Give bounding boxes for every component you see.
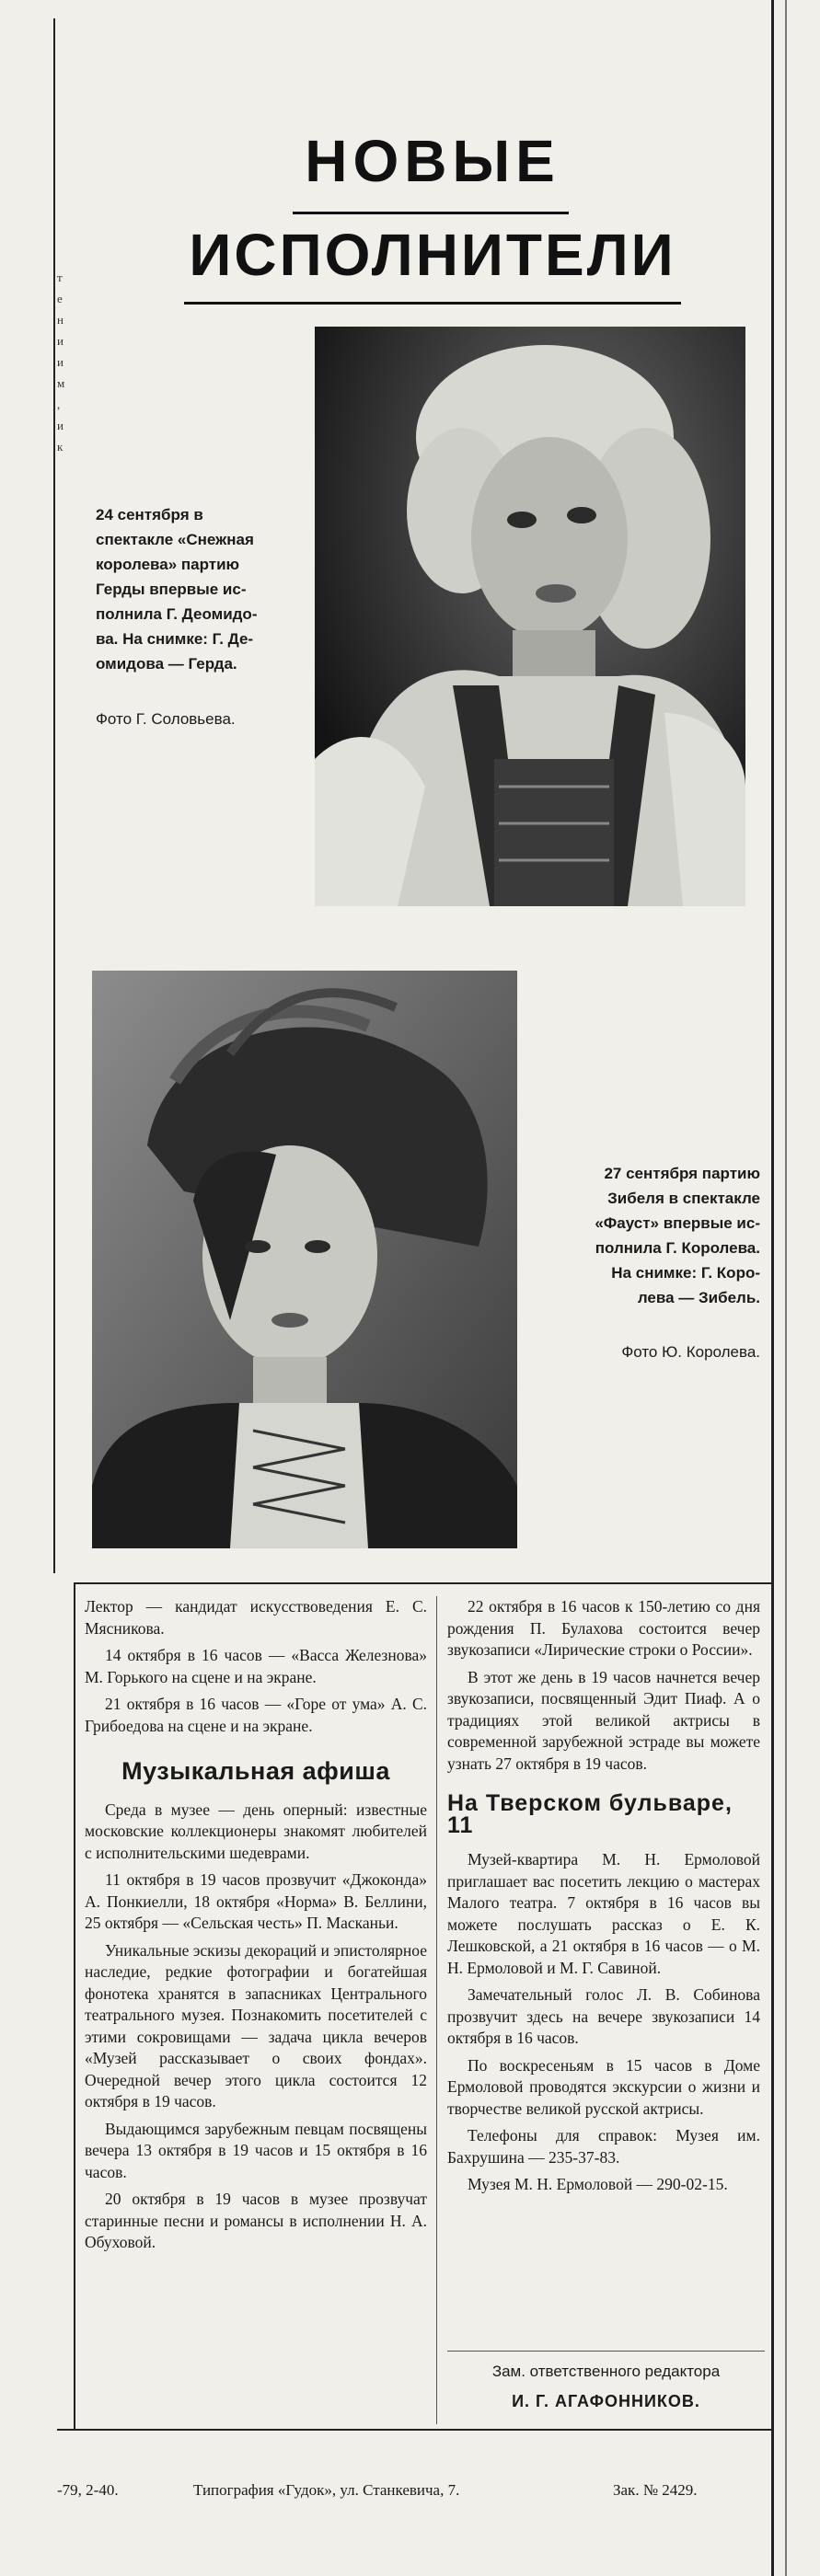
- lower-left-rule: [74, 1582, 75, 2429]
- right-edge-rule: [785, 0, 787, 2576]
- paragraph: Лектор — кандидат искусствоведения Е. С. Мясникова.: [85, 1597, 427, 1638]
- caption-line: 24 сентября в: [96, 506, 203, 523]
- left-border-rule: [53, 18, 55, 1573]
- paragraph: Среда в музее — день оперный: известные московские коллекционеры знакомят любителей с исполнительскими шедеврами.: [85, 1800, 427, 1862]
- photo-gerda-image: [315, 327, 745, 906]
- margin-char: к: [57, 440, 64, 454]
- paragraph: 20 октября в 19 часов в музее прозвучат старинные песни и романсы в исполнении Н. А. Обуховой.: [85, 2190, 427, 2251]
- margin-char: ,: [57, 397, 61, 411]
- paragraph: Телефоны для справок: Музея им. Бахрушина — 235-37-83.: [447, 2126, 760, 2167]
- paragraph: По воскресеньям в 15 часов в Доме Ермоловой проводятся экскурсии о жизни и творчестве великой русской актрисы.: [447, 2055, 760, 2118]
- caption-line: полнила Г. Королева.: [595, 1239, 760, 1257]
- photo-credit-zibel: Фото Ю. Королева.: [621, 1343, 760, 1361]
- paragraph: 14 октября в 16 часов — «Васса Железнова» М. Горького на сцене и на экране.: [85, 1646, 427, 1686]
- photo-zibel: [92, 971, 517, 1548]
- margin-char: и: [57, 355, 64, 369]
- paragraph: 22 октября в 16 часов к 150-летию со дня рождения П. Булахова состоится вечер звукозаписи «Лирические строки о России».: [447, 1597, 760, 1659]
- section-subhead-music: Музыкальная афиша: [121, 1757, 390, 1785]
- caption-line: полнила Г. Деомидо-: [96, 605, 258, 623]
- photo-zibel-image: [92, 971, 517, 1548]
- caption-line: ва. На снимке: Г. Де-: [96, 630, 254, 648]
- margin-char: и: [57, 419, 64, 432]
- editor-rule: [447, 2351, 765, 2352]
- caption-line: королева» партию: [96, 556, 240, 573]
- column-divider: [436, 1596, 437, 2424]
- footer-rule: [57, 2429, 771, 2431]
- column-right: [447, 1596, 760, 2202]
- photo-credit-gerda: Фото Г. Соловьева.: [96, 710, 236, 728]
- margin-char: м: [57, 376, 65, 390]
- editor-name: И. Г. АГАФОННИКОВ.: [512, 2392, 700, 2410]
- right-border-rule: [771, 0, 774, 2576]
- paragraph: 11 октября в 19 часов прозвучит «Джоконда» А. Понкиелли, 18 октября «Норма» В. Беллини, 25 октября — «Сельская честь» П. Масканьи.: [85, 1870, 427, 1932]
- caption-line: лева — Зибель.: [637, 1289, 760, 1306]
- editor-title: Зам. ответственного редактора: [491, 2363, 721, 2380]
- caption-line: На снимке: Г. Коро-: [611, 1264, 760, 1282]
- heading-underline: [293, 212, 569, 214]
- caption-line: 27 сентября партию: [604, 1165, 760, 1182]
- margin-char: н: [57, 313, 64, 327]
- caption-line: Герды впервые ис-: [96, 581, 247, 598]
- paragraph: В этот же день в 19 часов начнется вечер звукозаписи, посвященный Эдит Пиаф. А о традициях этой великой актрисы в современной зарубежной эстраде вы можете узнать 27 октября в 19 часов.: [447, 1667, 760, 1773]
- paragraph: Замечательный голос Л. В. Собинова прозвучит здесь на вечере звукозаписи 14 октября в 16 часов.: [447, 1985, 760, 2047]
- footer-printer: Типография «Гудок», ул. Станкевича, 7.: [193, 2481, 460, 2499]
- paragraph: Уникальные эскизы декораций и эпистолярное наследие, редкие фотографии и богатейшая фонотека хранятся в запасниках Центрального театрального музея. Познакомить посетителей с этими сокровищами — задача цикла вечеров «Музей рассказывает о своих фондах». Очередной вечер этого цикла состоится 12 октября в 19 часов.: [85, 1940, 427, 2110]
- footer-phone: -79, 2-40.: [57, 2481, 119, 2499]
- caption-line: омидова — Герда.: [96, 655, 237, 673]
- paragraph: Музея М. Н. Ермоловой — 290-02-15.: [468, 2175, 728, 2193]
- photo-gerda: [315, 327, 745, 906]
- caption-line: спектакле «Снежная: [96, 531, 254, 548]
- heading-underline-2: [184, 302, 681, 305]
- column-left: [85, 1596, 427, 2260]
- caption-line: Зибеля в спектакле: [607, 1190, 760, 1207]
- margin-char: е: [57, 292, 63, 305]
- paragraph: Выдающимся зарубежным певцам посвящены вечера 13 октября в 19 часов и 15 октября в 16 часов.: [85, 2119, 427, 2181]
- section-divider: [74, 1582, 773, 1584]
- paragraph: 21 октября в 16 часов — «Горе от ума» А. С. Грибоедова на сцене и на экране.: [85, 1695, 427, 1735]
- footer-order: Зак. № 2429.: [613, 2481, 698, 2499]
- heading-line-2: ИСПОЛНИТЕЛИ: [189, 222, 676, 288]
- margin-char: т: [57, 270, 63, 284]
- caption-line: «Фауст» впервые ис-: [595, 1214, 760, 1232]
- margin-text-strip: [57, 267, 74, 457]
- paragraph: Музей-квартира М. Н. Ермоловой приглашает вас посетить лекцию о мастерах Малого театра. 7 октября в 16 часов вы можете послушать рассказ о Е. К. Лешковской, а 21 октября в 16 часов — о М. Н. Ермоловой и М. Г. Савиной.: [447, 1850, 760, 1977]
- section-subhead-tverskoy: На Тверском бульваре, 11: [447, 1790, 733, 1838]
- heading-line-1: НОВЫЕ: [305, 128, 560, 194]
- caption-gerda: [96, 502, 280, 676]
- caption-zibel: [543, 1161, 760, 1310]
- margin-char: и: [57, 334, 64, 348]
